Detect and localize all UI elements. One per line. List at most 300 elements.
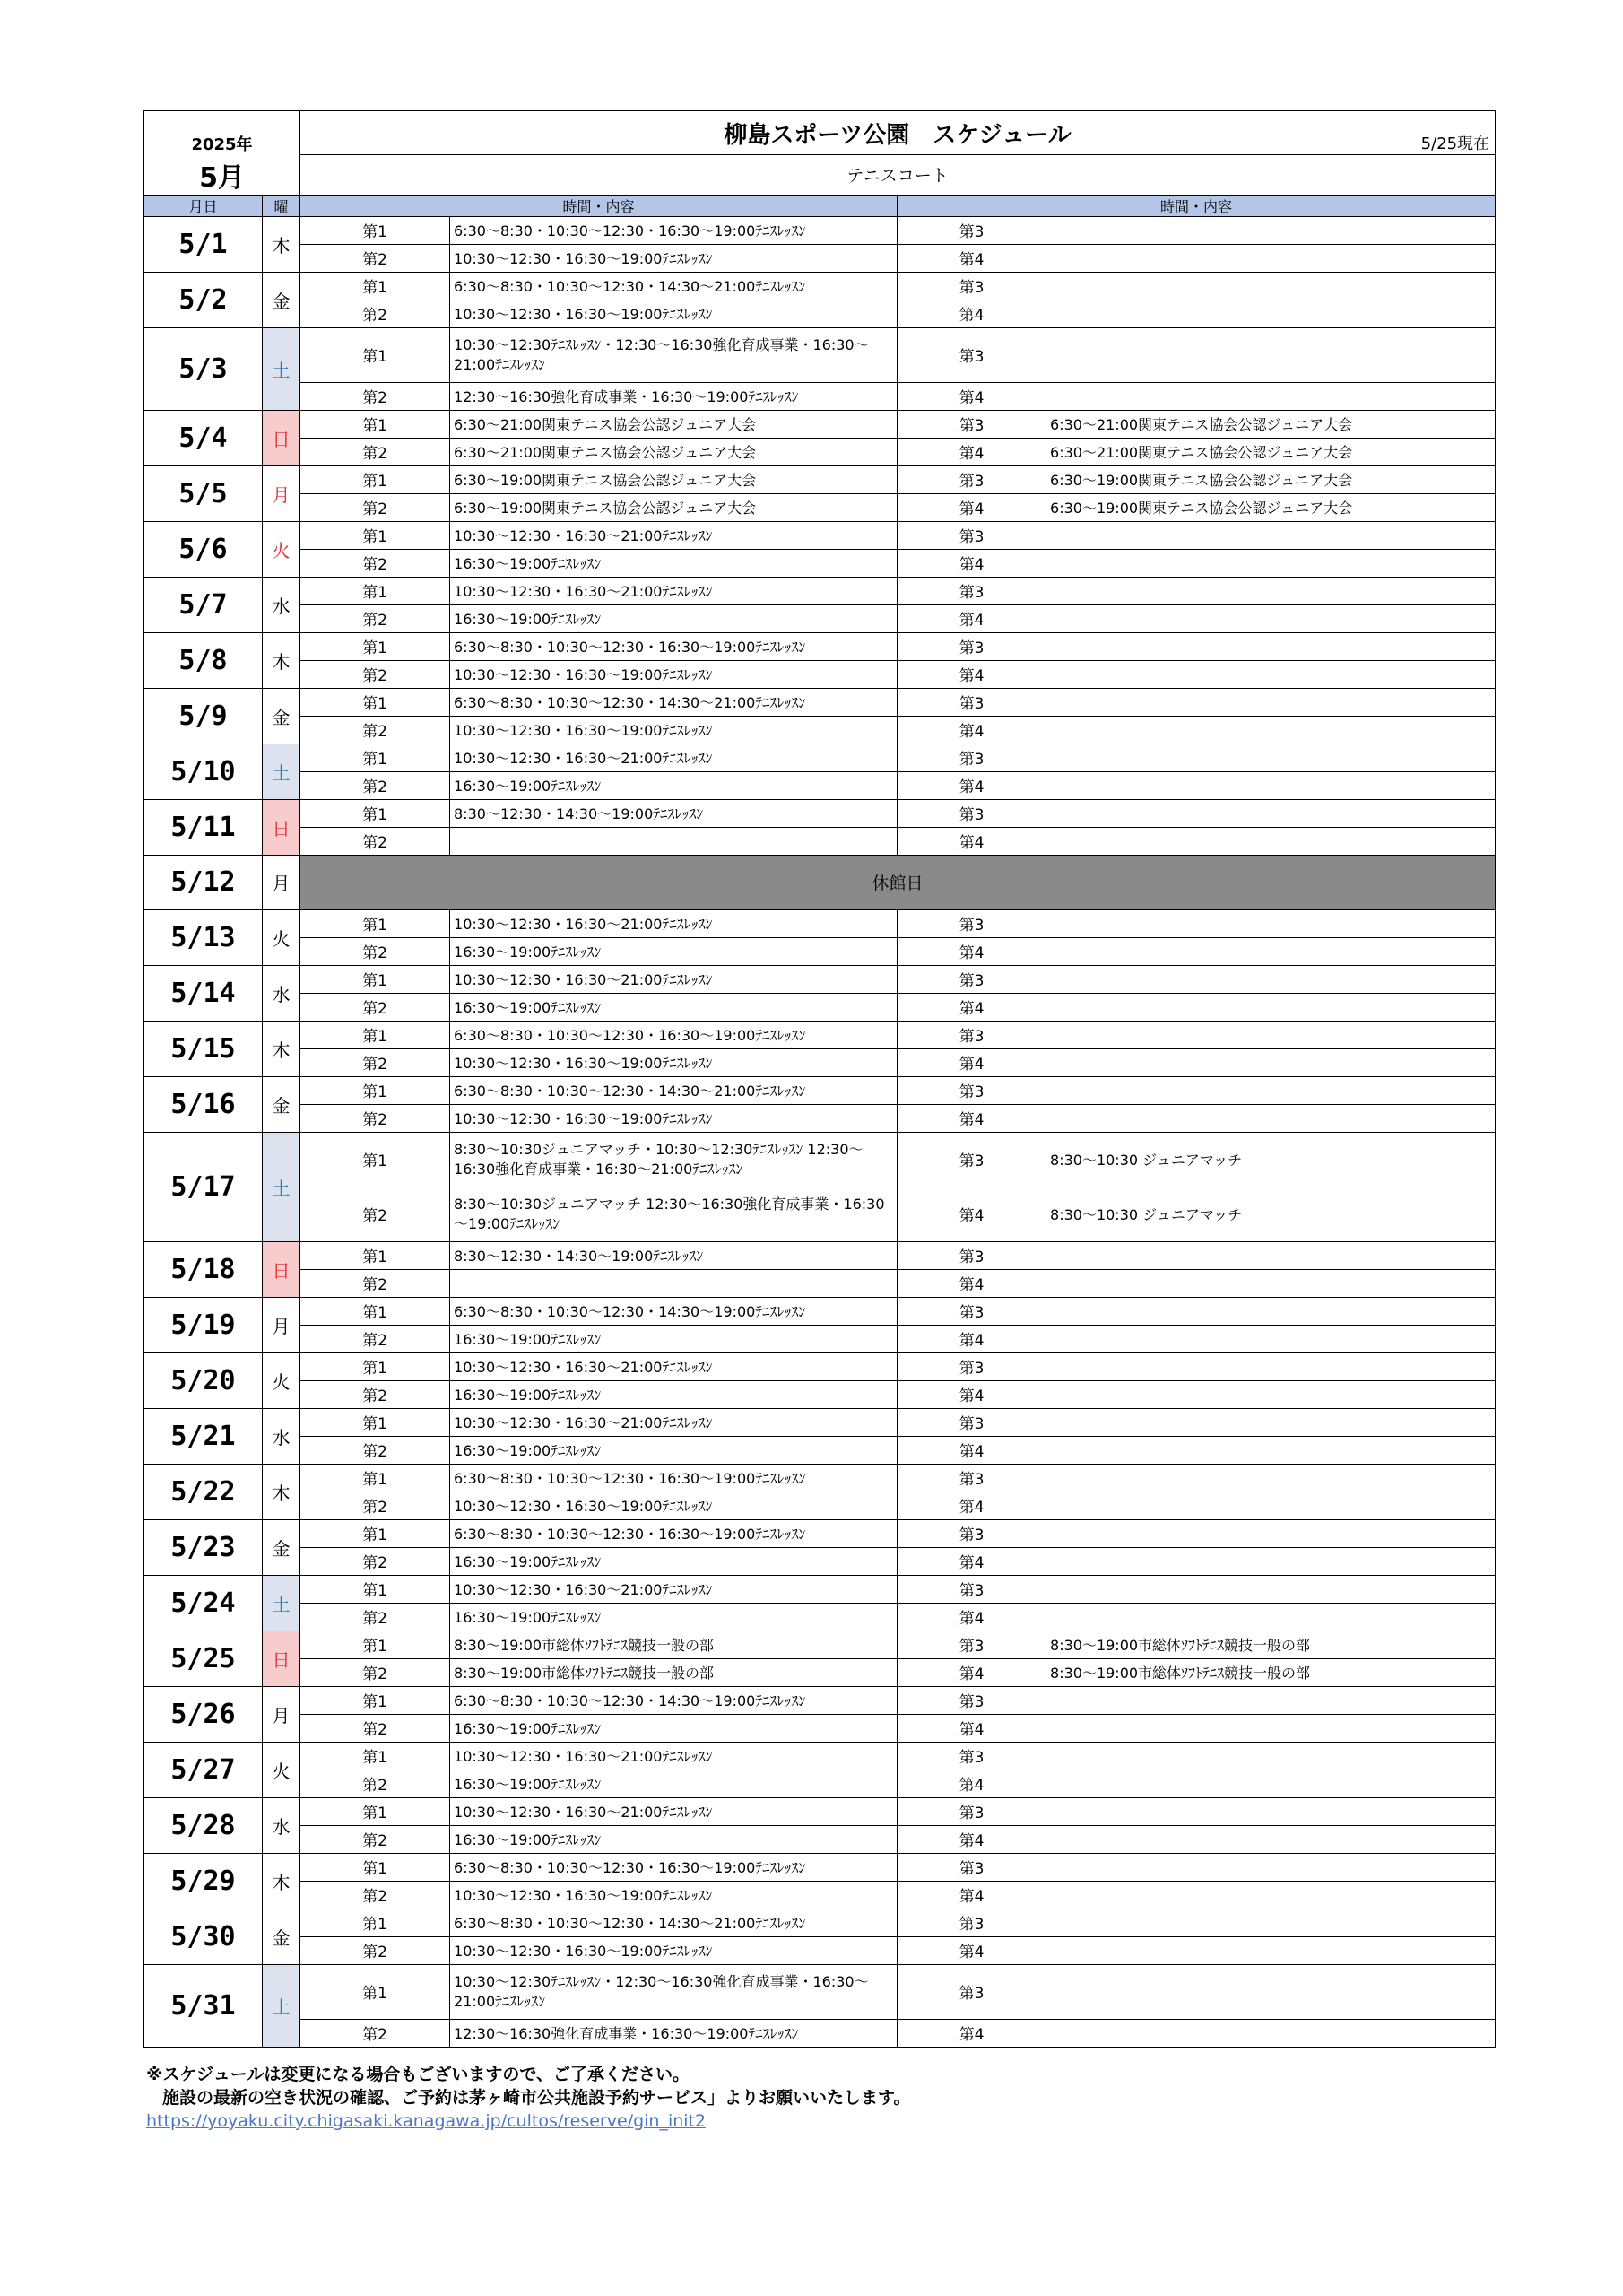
court-3-schedule (1046, 1021, 1496, 1048)
court-2-schedule: 16:30～19:00ﾃﾆｽﾚｯｽﾝ (450, 1714, 898, 1742)
court-1-schedule: 8:30～19:00市総体ｿﾌﾄﾃﾆｽ競技一般の部 (450, 1631, 898, 1658)
weekday-cell: 土 (263, 744, 300, 799)
court-4-schedule (1046, 1881, 1496, 1909)
day-row-second (144, 382, 1496, 410)
day-row-closed (144, 855, 1496, 909)
day-row-second (144, 1603, 1496, 1631)
date-cell: 5/13 (144, 909, 263, 965)
court-4-schedule (1046, 827, 1496, 855)
col-content-header-left: 時間・内容 (300, 195, 898, 216)
date-cell: 5/11 (144, 799, 263, 855)
weekday-cell: 月 (263, 855, 300, 909)
day-row-second (144, 1492, 1496, 1519)
court-2-label: 第2 (300, 1714, 450, 1742)
court-2-label: 第2 (300, 1380, 450, 1408)
court-2-schedule: 16:30～19:00ﾃﾆｽﾚｯｽﾝ (450, 604, 898, 632)
day-row-first (144, 1241, 1496, 1269)
court-2-schedule: 10:30～12:30・16:30～19:00ﾃﾆｽﾚｯｽﾝ (450, 716, 898, 744)
court-4-label: 第4 (898, 1770, 1046, 1797)
court-3-label: 第3 (898, 1241, 1046, 1269)
weekday-cell: 金 (263, 1076, 300, 1132)
court-3-label: 第3 (898, 521, 1046, 549)
date-cell: 5/5 (144, 465, 263, 521)
court-2-label: 第2 (300, 716, 450, 744)
day-row-first (144, 1742, 1496, 1770)
court-4-schedule (1046, 1436, 1496, 1464)
court-1-schedule: 6:30～8:30・10:30～12:30・14:30～19:00ﾃﾆｽﾚｯｽﾝ (450, 1686, 898, 1714)
court-2-schedule: 8:30～10:30ジュニアマッチ 12:30～16:30強化育成事業・16:30～19:00ﾃﾆｽﾚｯｽﾝ (450, 1187, 898, 1241)
court-3-label: 第3 (898, 1909, 1046, 1936)
day-row-second (144, 1825, 1496, 1853)
court-4-label: 第4 (898, 1936, 1046, 1964)
court-4-schedule (1046, 993, 1496, 1021)
court-1-label: 第1 (300, 1853, 450, 1881)
court-3-label: 第3 (898, 1575, 1046, 1603)
court-1-schedule: 6:30～8:30・10:30～12:30・16:30～19:00ﾃﾆｽﾚｯｽﾝ (450, 216, 898, 244)
court-2-label: 第2 (300, 382, 450, 410)
as-of-date: 5/25現在 (1420, 135, 1490, 153)
date-cell: 5/31 (144, 1964, 263, 2047)
day-row-first (144, 688, 1496, 716)
court-1-label: 第1 (300, 577, 450, 604)
court-2-label: 第2 (300, 1104, 450, 1132)
court-1-label: 第1 (300, 1964, 450, 2019)
day-row-second (144, 937, 1496, 965)
court-4-label: 第4 (898, 1269, 1046, 1297)
weekday-cell: 金 (263, 1519, 300, 1575)
court-3-schedule (1046, 1076, 1496, 1104)
court-2-schedule: 16:30～19:00ﾃﾆｽﾚｯｽﾝ (450, 937, 898, 965)
court-3-label: 第3 (898, 1519, 1046, 1547)
court-1-schedule: 8:30～12:30・14:30～19:00ﾃﾆｽﾚｯｽﾝ (450, 1241, 898, 1269)
court-3-schedule (1046, 521, 1496, 549)
weekday-cell: 金 (263, 272, 300, 327)
court-2-schedule: 16:30～19:00ﾃﾆｽﾚｯｽﾝ (450, 1825, 898, 1853)
date-cell: 5/20 (144, 1352, 263, 1408)
day-row-second (144, 1380, 1496, 1408)
court-2-label: 第2 (300, 1325, 450, 1352)
weekday-cell: 月 (263, 465, 300, 521)
footer-note-change: ※スケジュールは変更になる場合もございますので、ご了承ください。 (146, 2065, 690, 2084)
weekday-cell: 水 (263, 1797, 300, 1853)
court-2-schedule (450, 1269, 898, 1297)
court-3-schedule (1046, 1575, 1496, 1603)
court-3-label: 第3 (898, 1742, 1046, 1770)
court-1-label: 第1 (300, 1686, 450, 1714)
court-1-schedule: 6:30～8:30・10:30～12:30・16:30～19:00ﾃﾆｽﾚｯｽﾝ (450, 1853, 898, 1881)
court-1-schedule: 10:30～12:30・16:30～21:00ﾃﾆｽﾚｯｽﾝ (450, 744, 898, 771)
month-label: 5月 (144, 155, 300, 196)
court-3-label: 第3 (898, 327, 1046, 382)
day-row-second (144, 660, 1496, 688)
court-1-schedule: 8:30～12:30・14:30～19:00ﾃﾆｽﾚｯｽﾝ (450, 799, 898, 827)
footer-note-reservation: 施設の最新の空き状況の確認、ご予約は茅ヶ崎市公共施設予約サービス」よりお願いいたします。 (162, 2088, 911, 2108)
court-2-label: 第2 (300, 1770, 450, 1797)
court-3-label: 第3 (898, 216, 1046, 244)
court-1-label: 第1 (300, 216, 450, 244)
closed-day-cell: 休館日 (300, 855, 1496, 909)
date-cell: 5/7 (144, 577, 263, 632)
court-3-schedule (1046, 744, 1496, 771)
court-4-label: 第4 (898, 827, 1046, 855)
court-3-schedule (1046, 1241, 1496, 1269)
day-row-second (144, 1325, 1496, 1352)
weekday-cell: 木 (263, 216, 300, 272)
day-row-first (144, 1631, 1496, 1658)
court-3-schedule (1046, 1909, 1496, 1936)
schedule-table (143, 110, 1496, 2048)
court-2-schedule: 6:30～19:00関東テニス協会公認ジュニア大会 (450, 493, 898, 521)
weekday-cell: 木 (263, 1021, 300, 1076)
court-3-label: 第3 (898, 632, 1046, 660)
court-4-schedule (1046, 1547, 1496, 1575)
court-4-schedule (1046, 1825, 1496, 1853)
facility-label: テニスコート (300, 155, 1496, 196)
weekday-cell: 金 (263, 1909, 300, 1964)
col-date-header: 月日 (144, 195, 263, 216)
court-4-schedule (1046, 1380, 1496, 1408)
court-3-label: 第3 (898, 465, 1046, 493)
court-1-schedule: 10:30～12:30ﾃﾆｽﾚｯｽﾝ・12:30～16:30強化育成事業・16:30～21:00ﾃﾆｽﾚｯｽﾝ (450, 327, 898, 382)
court-1-schedule: 8:30～10:30ジュニアマッチ・10:30～12:30ﾃﾆｽﾚｯｽﾝ 12:30～16:30強化育成事業・16:30～21:00ﾃﾆｽﾚｯｽﾝ (450, 1132, 898, 1187)
date-cell: 5/24 (144, 1575, 263, 1631)
court-3-label: 第3 (898, 577, 1046, 604)
court-1-schedule: 10:30～12:30・16:30～21:00ﾃﾆｽﾚｯｽﾝ (450, 1797, 898, 1825)
court-4-schedule: 6:30～21:00関東テニス協会公認ジュニア大会 (1046, 438, 1496, 465)
court-2-label: 第2 (300, 604, 450, 632)
court-4-label: 第4 (898, 549, 1046, 577)
court-4-label: 第4 (898, 244, 1046, 272)
day-row-first (144, 1464, 1496, 1492)
court-3-schedule (1046, 327, 1496, 382)
court-3-schedule: 8:30～10:30 ジュニアマッチ (1046, 1132, 1496, 1187)
court-1-schedule: 6:30～8:30・10:30～12:30・14:30～21:00ﾃﾆｽﾚｯｽﾝ (450, 688, 898, 716)
day-row-second (144, 300, 1496, 327)
court-3-schedule (1046, 909, 1496, 937)
court-1-schedule: 10:30～12:30・16:30～21:00ﾃﾆｽﾚｯｽﾝ (450, 1575, 898, 1603)
court-2-schedule: 16:30～19:00ﾃﾆｽﾚｯｽﾝ (450, 549, 898, 577)
weekday-cell: 木 (263, 1853, 300, 1909)
court-4-schedule (1046, 716, 1496, 744)
court-1-schedule: 6:30～8:30・10:30～12:30・14:30～21:00ﾃﾆｽﾚｯｽﾝ (450, 1909, 898, 1936)
date-cell: 5/14 (144, 965, 263, 1021)
court-4-label: 第4 (898, 382, 1046, 410)
court-1-label: 第1 (300, 965, 450, 993)
court-1-label: 第1 (300, 410, 450, 438)
court-1-label: 第1 (300, 1519, 450, 1547)
court-2-label: 第2 (300, 1825, 450, 1853)
weekday-cell: 水 (263, 965, 300, 1021)
day-row-second (144, 2019, 1496, 2047)
court-3-schedule (1046, 1742, 1496, 1770)
court-2-schedule: 12:30～16:30強化育成事業・16:30～19:00ﾃﾆｽﾚｯｽﾝ (450, 2019, 898, 2047)
title-text: 柳島スポーツ公園 スケジュール (724, 121, 1072, 149)
date-cell: 5/8 (144, 632, 263, 688)
court-4-schedule: 6:30～19:00関東テニス協会公認ジュニア大会 (1046, 493, 1496, 521)
court-4-schedule (1046, 1269, 1496, 1297)
day-row-second (144, 1269, 1496, 1297)
court-1-label: 第1 (300, 1464, 450, 1492)
court-1-label: 第1 (300, 1408, 450, 1436)
court-4-label: 第4 (898, 937, 1046, 965)
court-2-schedule: 12:30～16:30強化育成事業・16:30～19:00ﾃﾆｽﾚｯｽﾝ (450, 382, 898, 410)
court-4-schedule (1046, 1492, 1496, 1519)
court-1-schedule: 10:30～12:30ﾃﾆｽﾚｯｽﾝ・12:30～16:30強化育成事業・16:30～21:00ﾃﾆｽﾚｯｽﾝ (450, 1964, 898, 2019)
court-1-label: 第1 (300, 1352, 450, 1380)
court-2-label: 第2 (300, 1436, 450, 1464)
day-row-first (144, 465, 1496, 493)
court-1-schedule: 10:30～12:30・16:30～21:00ﾃﾆｽﾚｯｽﾝ (450, 1352, 898, 1380)
court-2-schedule: 8:30～19:00市総体ｿﾌﾄﾃﾆｽ競技一般の部 (450, 1658, 898, 1686)
date-cell: 5/26 (144, 1686, 263, 1742)
court-1-label: 第1 (300, 521, 450, 549)
day-row-first (144, 521, 1496, 549)
court-2-label: 第2 (300, 300, 450, 327)
court-2-label: 第2 (300, 1658, 450, 1686)
date-cell: 5/1 (144, 216, 263, 272)
court-2-schedule (450, 827, 898, 855)
day-row-first (144, 1686, 1496, 1714)
court-3-label: 第3 (898, 1464, 1046, 1492)
court-4-schedule (1046, 1603, 1496, 1631)
court-3-schedule (1046, 1352, 1496, 1380)
court-2-label: 第2 (300, 827, 450, 855)
court-1-schedule: 6:30～8:30・10:30～12:30・16:30～19:00ﾃﾆｽﾚｯｽﾝ (450, 1464, 898, 1492)
court-2-label: 第2 (300, 1048, 450, 1076)
day-row-second (144, 1104, 1496, 1132)
day-row-first (144, 965, 1496, 993)
court-4-label: 第4 (898, 771, 1046, 799)
court-4-label: 第4 (898, 1104, 1046, 1132)
day-row-second (144, 493, 1496, 521)
date-cell: 5/25 (144, 1631, 263, 1686)
court-4-label: 第4 (898, 438, 1046, 465)
court-3-schedule (1046, 1797, 1496, 1825)
court-3-schedule (1046, 688, 1496, 716)
court-4-schedule (1046, 549, 1496, 577)
court-1-label: 第1 (300, 1297, 450, 1325)
court-3-label: 第3 (898, 744, 1046, 771)
footer-notes (146, 2063, 910, 2133)
court-2-label: 第2 (300, 1603, 450, 1631)
court-3-label: 第3 (898, 1797, 1046, 1825)
day-row-second (144, 1770, 1496, 1797)
day-row-first (144, 327, 1496, 382)
court-2-schedule: 16:30～19:00ﾃﾆｽﾚｯｽﾝ (450, 771, 898, 799)
date-cell: 5/12 (144, 855, 263, 909)
court-2-schedule: 16:30～19:00ﾃﾆｽﾚｯｽﾝ (450, 1436, 898, 1464)
court-3-label: 第3 (898, 1853, 1046, 1881)
court-2-schedule: 6:30～21:00関東テニス協会公認ジュニア大会 (450, 438, 898, 465)
court-2-schedule: 16:30～19:00ﾃﾆｽﾚｯｽﾝ (450, 1325, 898, 1352)
weekday-cell: 木 (263, 1464, 300, 1519)
day-row-second (144, 244, 1496, 272)
court-4-label: 第4 (898, 1436, 1046, 1464)
court-2-label: 第2 (300, 937, 450, 965)
column-header-row (144, 195, 1496, 216)
court-1-label: 第1 (300, 272, 450, 300)
day-row-second (144, 1936, 1496, 1964)
court-1-schedule: 6:30～8:30・10:30～12:30・16:30～19:00ﾃﾆｽﾚｯｽﾝ (450, 632, 898, 660)
court-1-label: 第1 (300, 327, 450, 382)
day-row-second (144, 1048, 1496, 1076)
court-2-label: 第2 (300, 2019, 450, 2047)
schedule-sheet (143, 110, 1495, 2048)
date-cell: 5/4 (144, 410, 263, 465)
day-row-first (144, 1853, 1496, 1881)
court-4-schedule: 8:30～10:30 ジュニアマッチ (1046, 1187, 1496, 1241)
court-2-label: 第2 (300, 1269, 450, 1297)
day-row-first (144, 216, 1496, 244)
day-row-second (144, 549, 1496, 577)
weekday-cell: 土 (263, 1964, 300, 2047)
court-1-schedule: 6:30～21:00関東テニス協会公認ジュニア大会 (450, 410, 898, 438)
court-3-schedule: 8:30～19:00市総体ｿﾌﾄﾃﾆｽ競技一般の部 (1046, 1631, 1496, 1658)
date-cell: 5/23 (144, 1519, 263, 1575)
court-3-schedule (1046, 1408, 1496, 1436)
court-1-label: 第1 (300, 1631, 450, 1658)
court-4-label: 第4 (898, 660, 1046, 688)
court-3-schedule: 6:30～19:00関東テニス協会公認ジュニア大会 (1046, 465, 1496, 493)
day-row-first (144, 1352, 1496, 1380)
court-1-label: 第1 (300, 909, 450, 937)
court-3-label: 第3 (898, 965, 1046, 993)
date-cell: 5/27 (144, 1742, 263, 1797)
court-3-schedule (1046, 577, 1496, 604)
date-cell: 5/22 (144, 1464, 263, 1519)
weekday-cell: 水 (263, 577, 300, 632)
court-3-schedule (1046, 216, 1496, 244)
date-cell: 5/2 (144, 272, 263, 327)
court-4-schedule (1046, 1936, 1496, 1964)
court-3-label: 第3 (898, 272, 1046, 300)
court-4-label: 第4 (898, 1825, 1046, 1853)
day-row-second (144, 1658, 1496, 1686)
day-row-second (144, 771, 1496, 799)
day-row-first (144, 1408, 1496, 1436)
court-4-label: 第4 (898, 1603, 1046, 1631)
court-4-label: 第4 (898, 1547, 1046, 1575)
court-4-schedule (1046, 1325, 1496, 1352)
court-1-label: 第1 (300, 1909, 450, 1936)
court-4-label: 第4 (898, 2019, 1046, 2047)
court-4-label: 第4 (898, 716, 1046, 744)
court-3-schedule (1046, 1464, 1496, 1492)
court-2-schedule: 16:30～19:00ﾃﾆｽﾚｯｽﾝ (450, 1603, 898, 1631)
court-2-schedule: 16:30～19:00ﾃﾆｽﾚｯｽﾝ (450, 1380, 898, 1408)
court-4-label: 第4 (898, 1048, 1046, 1076)
court-2-label: 第2 (300, 1881, 450, 1909)
court-1-label: 第1 (300, 465, 450, 493)
court-3-schedule (1046, 1686, 1496, 1714)
court-4-label: 第4 (898, 1187, 1046, 1241)
court-1-label: 第1 (300, 744, 450, 771)
court-1-schedule: 6:30～8:30・10:30～12:30・14:30～21:00ﾃﾆｽﾚｯｽﾝ (450, 1076, 898, 1104)
day-row-second (144, 993, 1496, 1021)
court-3-label: 第3 (898, 1352, 1046, 1380)
court-1-label: 第1 (300, 1021, 450, 1048)
day-row-second (144, 1714, 1496, 1742)
court-3-schedule (1046, 965, 1496, 993)
weekday-cell: 木 (263, 632, 300, 688)
court-4-schedule (1046, 1770, 1496, 1797)
day-row-second (144, 604, 1496, 632)
weekday-cell: 金 (263, 688, 300, 744)
weekday-cell: 火 (263, 521, 300, 577)
day-row-first (144, 1297, 1496, 1325)
court-1-label: 第1 (300, 1742, 450, 1770)
day-row-first (144, 1021, 1496, 1048)
day-row-first (144, 1076, 1496, 1104)
court-2-schedule: 10:30～12:30・16:30～19:00ﾃﾆｽﾚｯｽﾝ (450, 300, 898, 327)
col-dow-header: 曜 (263, 195, 300, 216)
court-2-schedule: 16:30～19:00ﾃﾆｽﾚｯｽﾝ (450, 993, 898, 1021)
weekday-cell: 日 (263, 799, 300, 855)
court-1-schedule: 6:30～8:30・10:30～12:30・14:30～19:00ﾃﾆｽﾚｯｽﾝ (450, 1297, 898, 1325)
day-row-second (144, 827, 1496, 855)
court-3-schedule (1046, 1853, 1496, 1881)
court-3-label: 第3 (898, 1631, 1046, 1658)
day-row-first (144, 1575, 1496, 1603)
court-3-schedule (1046, 272, 1496, 300)
court-2-schedule: 10:30～12:30・16:30～19:00ﾃﾆｽﾚｯｽﾝ (450, 1881, 898, 1909)
weekday-cell: 日 (263, 1241, 300, 1297)
court-1-schedule: 10:30～12:30・16:30～21:00ﾃﾆｽﾚｯｽﾝ (450, 577, 898, 604)
court-2-label: 第2 (300, 1187, 450, 1241)
court-3-label: 第3 (898, 688, 1046, 716)
day-row-second (144, 438, 1496, 465)
court-3-label: 第3 (898, 1076, 1046, 1104)
date-cell: 5/3 (144, 327, 263, 410)
court-2-label: 第2 (300, 1492, 450, 1519)
court-2-label: 第2 (300, 493, 450, 521)
weekday-cell: 火 (263, 909, 300, 965)
day-row-first (144, 272, 1496, 300)
court-3-label: 第3 (898, 799, 1046, 827)
reservation-link[interactable]: https://yoyaku.city.chigasaki.kanagawa.jp/cultos/reserve/gin_init2 (146, 2111, 707, 2131)
court-4-schedule: 8:30～19:00市総体ｿﾌﾄﾃﾆｽ競技一般の部 (1046, 1658, 1496, 1686)
court-4-label: 第4 (898, 1380, 1046, 1408)
col-content-header-right: 時間・内容 (898, 195, 1496, 216)
court-1-label: 第1 (300, 1132, 450, 1187)
weekday-cell: 月 (263, 1686, 300, 1742)
court-4-label: 第4 (898, 993, 1046, 1021)
weekday-cell: 日 (263, 410, 300, 465)
court-3-label: 第3 (898, 1021, 1046, 1048)
court-1-schedule: 6:30～8:30・10:30～12:30・14:30～21:00ﾃﾆｽﾚｯｽﾝ (450, 272, 898, 300)
day-row-second (144, 1547, 1496, 1575)
day-row-first (144, 1909, 1496, 1936)
day-row-second (144, 1187, 1496, 1241)
court-4-schedule (1046, 660, 1496, 688)
court-2-schedule: 16:30～19:00ﾃﾆｽﾚｯｽﾝ (450, 1547, 898, 1575)
court-2-label: 第2 (300, 771, 450, 799)
date-cell: 5/15 (144, 1021, 263, 1076)
court-2-label: 第2 (300, 438, 450, 465)
weekday-cell: 火 (263, 1352, 300, 1408)
court-3-schedule (1046, 1519, 1496, 1547)
court-3-schedule (1046, 1297, 1496, 1325)
court-1-schedule: 10:30～12:30・16:30～21:00ﾃﾆｽﾚｯｽﾝ (450, 521, 898, 549)
court-3-label: 第3 (898, 909, 1046, 937)
court-2-schedule: 10:30～12:30・16:30～19:00ﾃﾆｽﾚｯｽﾝ (450, 1048, 898, 1076)
court-3-schedule (1046, 799, 1496, 827)
court-4-label: 第4 (898, 1658, 1046, 1686)
date-cell: 5/21 (144, 1408, 263, 1464)
court-1-label: 第1 (300, 1575, 450, 1603)
court-4-label: 第4 (898, 493, 1046, 521)
weekday-cell: 月 (263, 1297, 300, 1352)
